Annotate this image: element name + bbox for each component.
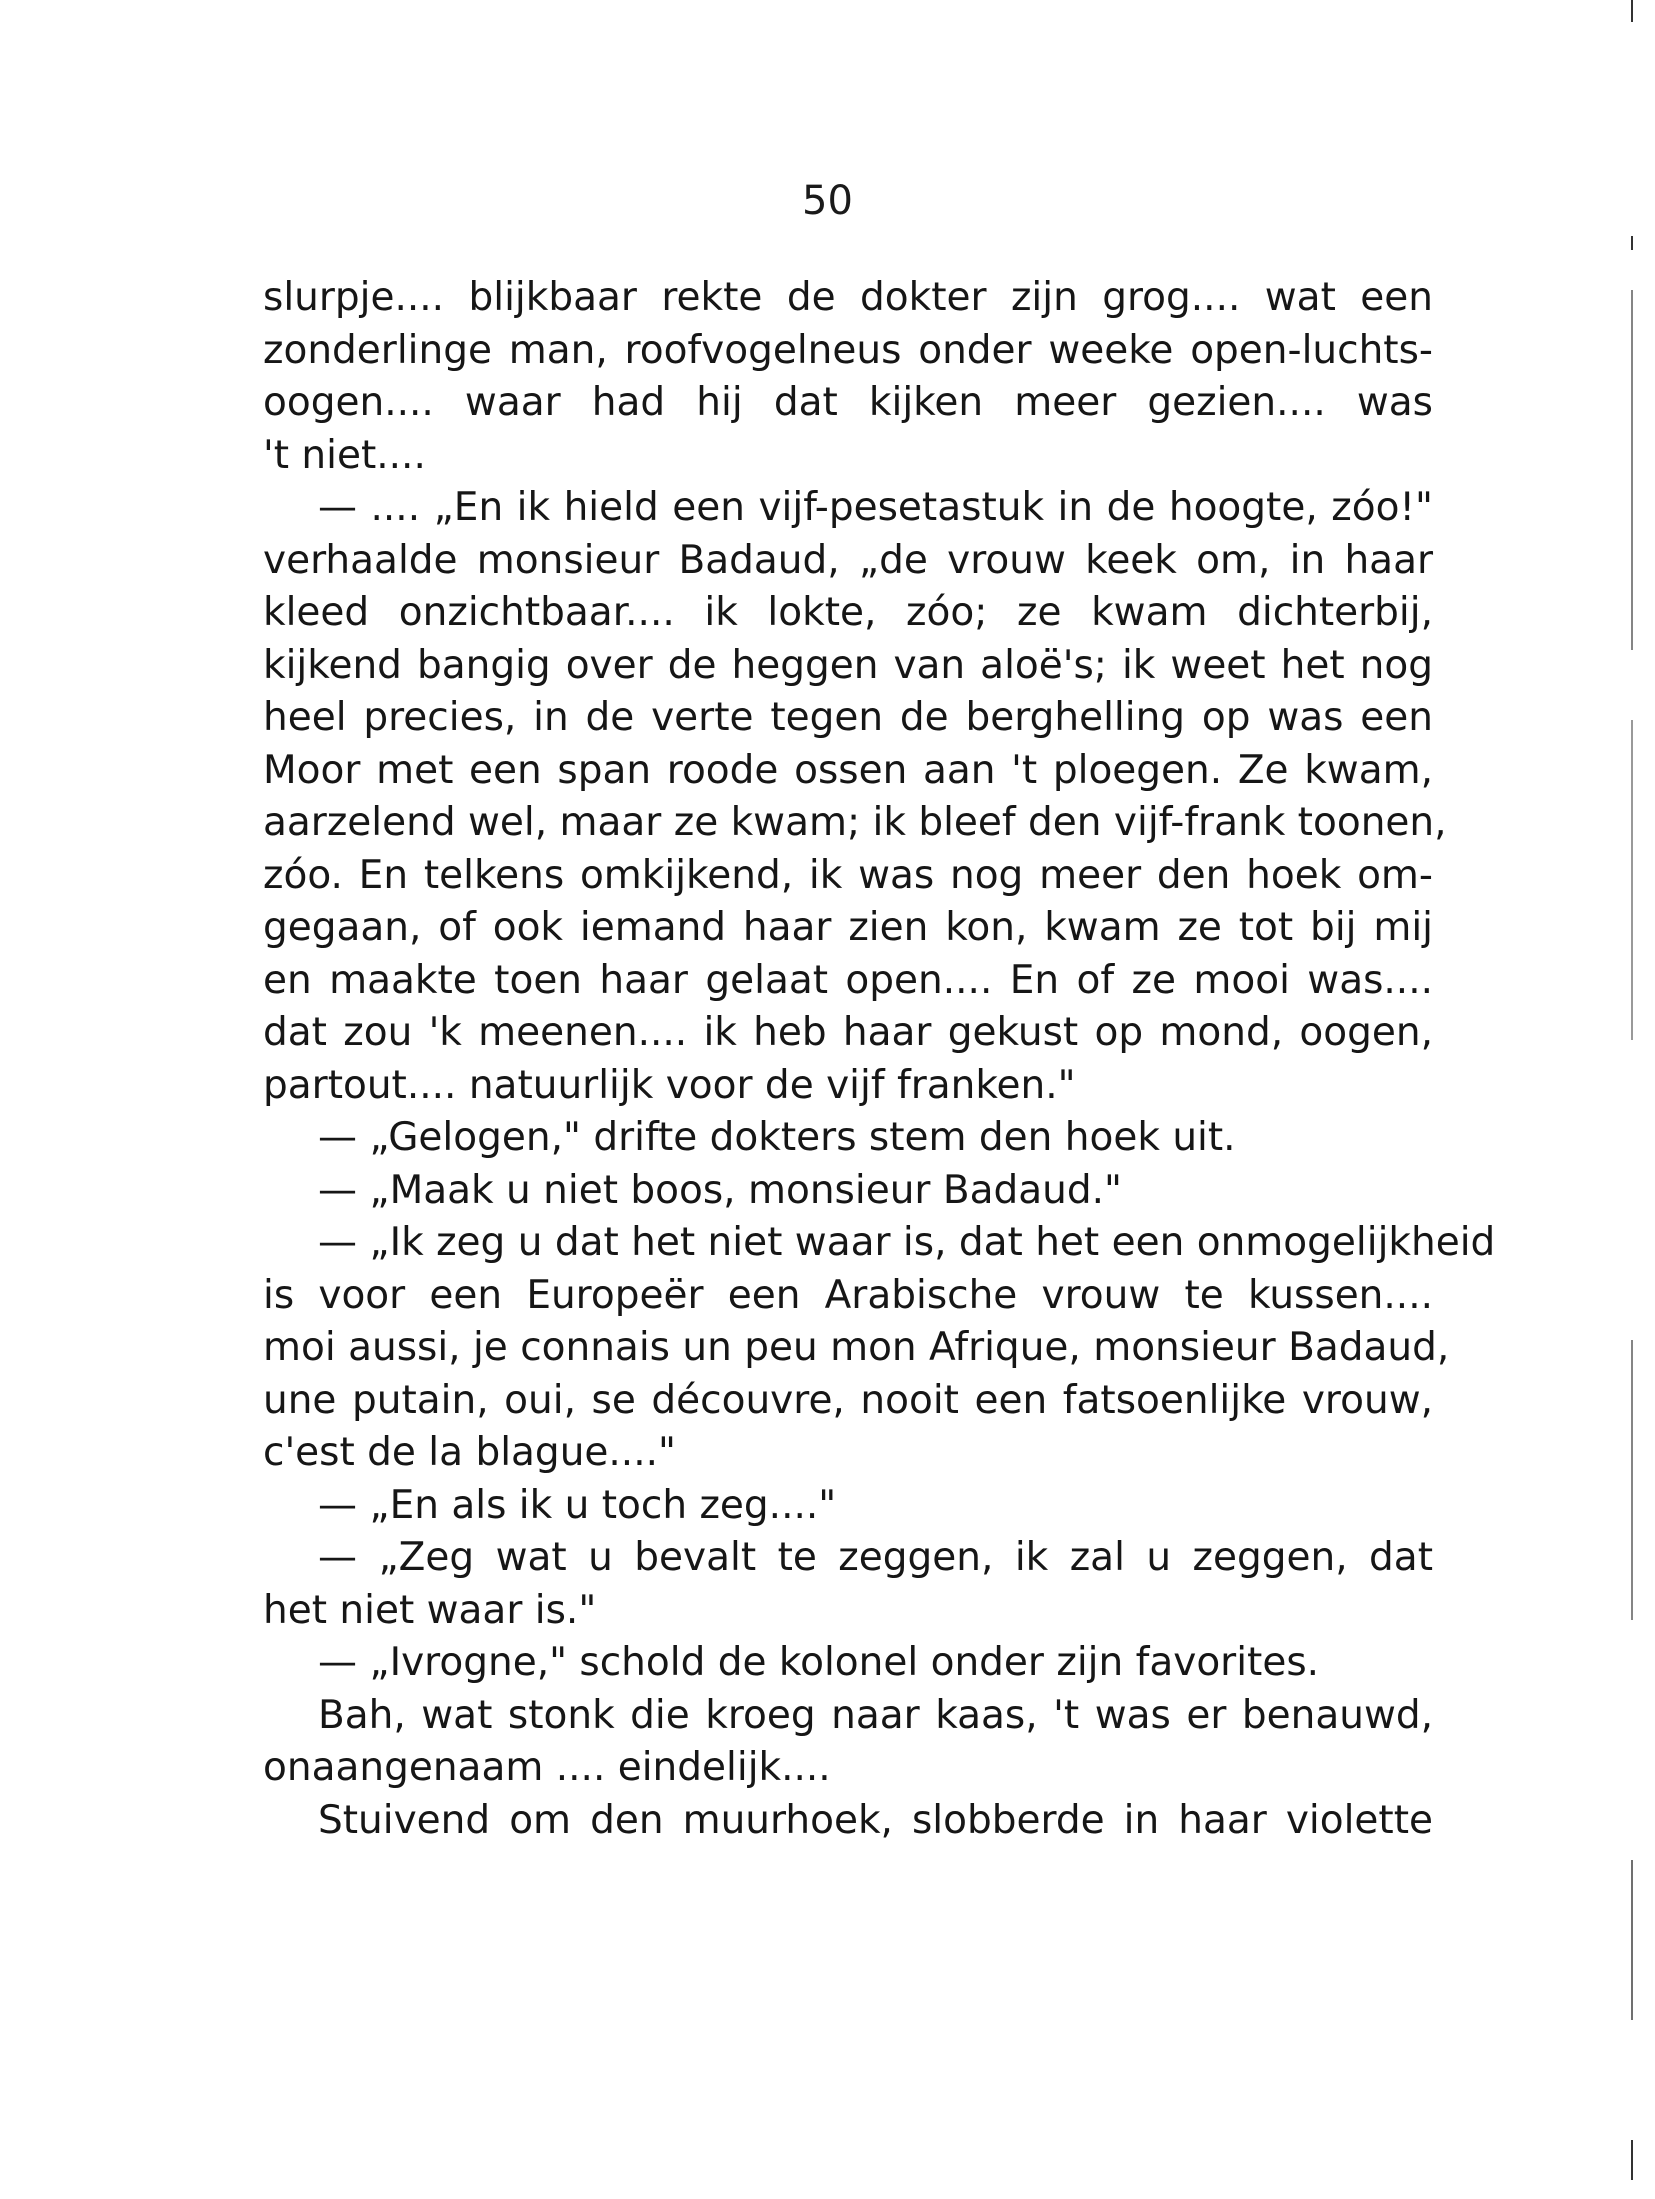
page-number: 50: [802, 178, 853, 224]
text-line: 't niet....: [263, 432, 426, 478]
text-line: oogen.... waar had hij dat kijken meer gezien.... was: [263, 380, 1433, 425]
text-line: onaangenaam .... eindelijk....: [263, 1745, 831, 1790]
text-line: — .... „En ik hield een vijf-pesetastuk in de hoogte, zóo!": [318, 485, 1433, 530]
text-line: — „Gelogen," drifte dokters stem den hoek uit.: [318, 1115, 1236, 1160]
scan-edge-mark: [1631, 290, 1633, 650]
scan-edge-mark: [1631, 0, 1633, 22]
text-line: kleed onzichtbaar.... ik lokte, zóo; ze kwam dichterbij,: [263, 590, 1433, 635]
text-line: het niet waar is.": [263, 1587, 597, 1633]
text-line: aarzelend wel, maar ze kwam; ik bleef den vijf-frank toonen,: [263, 800, 1447, 845]
body-text: [263, 272, 1496, 1847]
text-line: — „Maak u niet boos, monsieur Badaud.": [318, 1167, 1122, 1213]
text-line: c'est de la blague....": [263, 1430, 676, 1475]
scan-edge-mark: [1631, 236, 1633, 250]
text-line: zóo. En telkens omkijkend, ik was nog meer den hoek om-: [263, 852, 1433, 898]
text-line: dat zou 'k meenen.... ik heb haar gekust op mond, oogen,: [263, 1010, 1433, 1055]
scan-edge-mark: [1631, 2140, 1633, 2180]
scan-edge-mark: [1631, 1860, 1633, 2020]
text-line: — „En als ik u toch zeg....": [318, 1482, 837, 1528]
text-line: is voor een Europeër een Arabische vrouw te kussen....: [263, 1272, 1433, 1318]
text-line: Stuivend om den muurhoek, slobberde in haar violette: [318, 1797, 1433, 1843]
text-line: partout.... natuurlijk voor de vijf franken.": [263, 1062, 1076, 1108]
text-line: Moor met een span roode ossen aan 't ploegen. Ze kwam,: [263, 747, 1433, 793]
text-line: — „Zeg wat u bevalt te zeggen, ik zal u zeggen, dat: [318, 1535, 1433, 1580]
text-line: zonderlinge man, roofvogelneus onder weeke open-luchts-: [263, 327, 1433, 373]
scan-edge-mark: [1631, 720, 1633, 1040]
text-line: heel precies, in de verte tegen de berghelling op was een: [263, 695, 1433, 740]
text-line: slurpje.... blijkbaar rekte de dokter zijn grog.... wat een: [263, 275, 1433, 320]
scan-edge-mark: [1631, 1340, 1633, 1620]
scan-edge-marks: [1631, 0, 1637, 2199]
text-line: moi aussi, je connais un peu mon Afrique, monsieur Badaud,: [263, 1325, 1450, 1370]
text-line: une putain, oui, se découvre, nooit een fatsoenlijke vrouw,: [263, 1377, 1433, 1423]
text-line: verhaalde monsieur Badaud, „de vrouw keek om, in haar: [263, 537, 1433, 583]
text-line: — „Ik zeg u dat het niet waar is, dat het een onmogelijkheid: [318, 1220, 1496, 1265]
text-line: kijkend bangig over de heggen van aloë's; ik weet het nog: [263, 642, 1433, 688]
text-line: — „Ivrogne," schold de kolonel onder zijn favorites.: [318, 1640, 1320, 1685]
text-line: en maakte toen haar gelaat open.... En of ze mooi was....: [263, 957, 1433, 1003]
text-line: gegaan, of ook iemand haar zien kon, kwam ze tot bij mij: [263, 905, 1433, 950]
text-line: Bah, wat stonk die kroeg naar kaas, 't was er benauwd,: [318, 1692, 1433, 1738]
